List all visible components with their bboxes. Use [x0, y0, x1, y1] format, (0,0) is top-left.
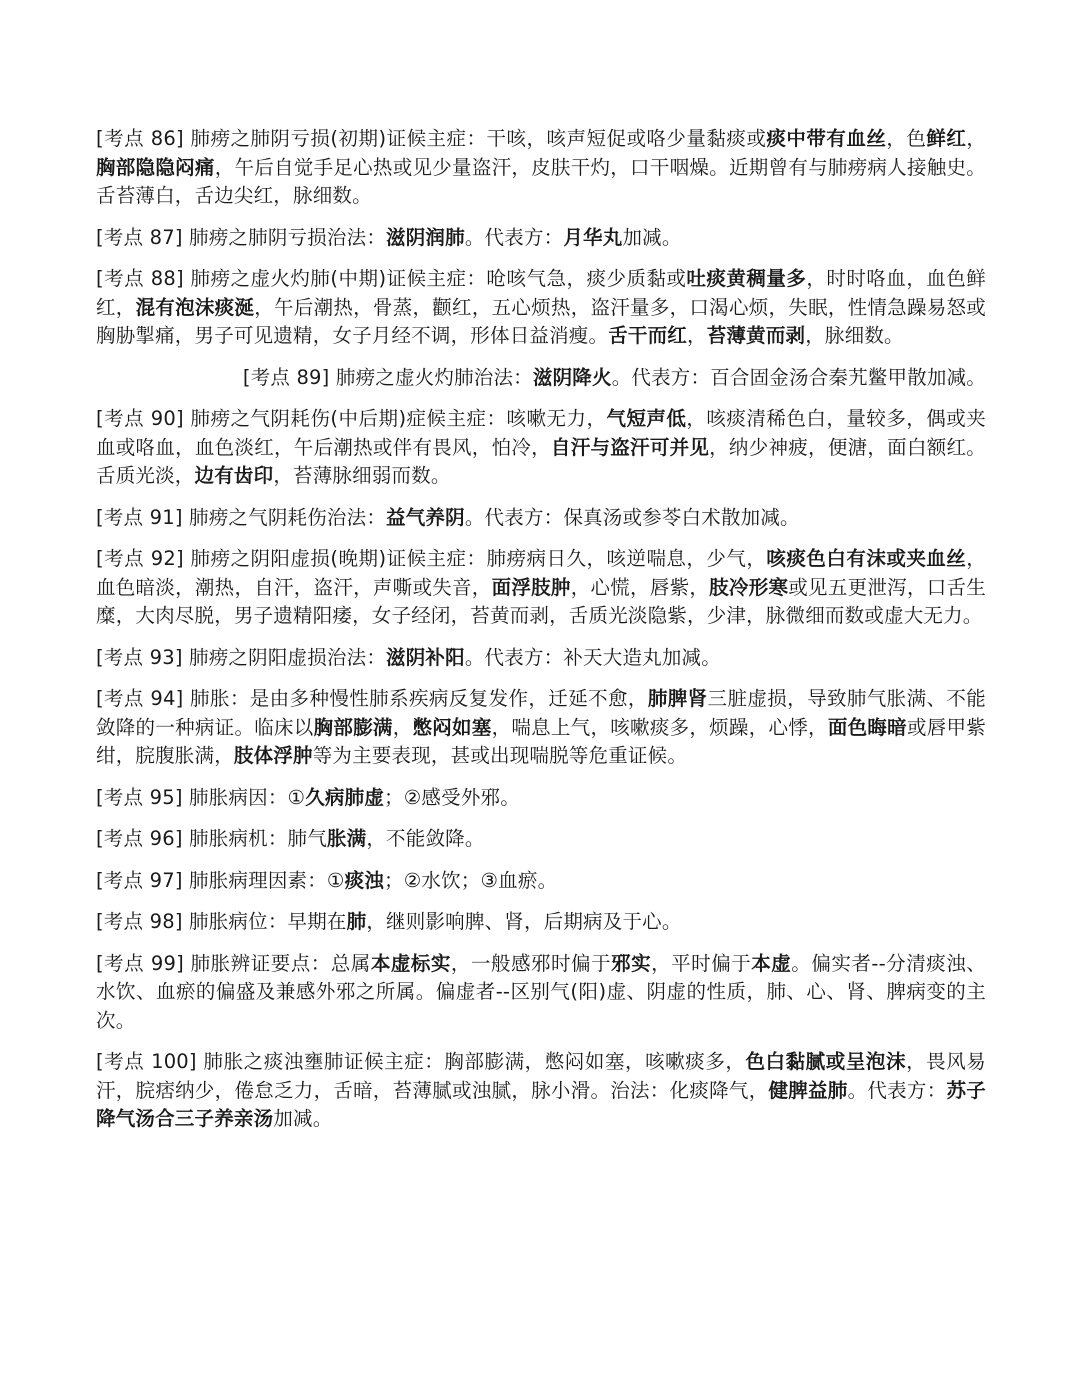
text-run: [考点 90] 肺痨之气阴耗伤(中后期)症候主症：咳嗽无力，	[96, 407, 607, 430]
bold-key-term: 边有齿印	[194, 464, 274, 487]
bold-key-term: 邪实	[611, 951, 652, 975]
exam-point-paragraph-kd93	[96, 644, 986, 673]
text-run: ，	[687, 324, 707, 347]
exam-point-paragraph-kd96	[96, 825, 986, 854]
bold-key-term: 健脾益肺	[768, 1078, 848, 1102]
text-run: [考点 88] 肺痨之虚火灼肺(中期)证候主症：呛咳气急，痰少质黏或	[96, 267, 687, 290]
text-run: ，一般感邪时偏于	[450, 951, 612, 975]
bold-key-term: 肺	[346, 910, 367, 933]
bold-key-term: 胸部隐隐闷痛	[96, 155, 215, 179]
text-run: [考点 86] 肺痨之肺阴亏损(初期)证候主症：干咳，咳声短促或咯少量黏痰或	[96, 127, 767, 150]
exam-point-paragraph-kd99	[96, 950, 986, 1036]
bold-key-term: 益气养阴	[386, 505, 465, 529]
text-run: ，纳少神疲，便溏，面白额红。舌质光淡，	[96, 435, 986, 487]
text-run: ，时时咯血，血色鲜红，	[96, 267, 986, 319]
text-run: ，色	[886, 127, 927, 150]
exam-point-paragraph-kd86	[96, 125, 986, 211]
text-run: 。偏实者--分清痰浊、水饮、血瘀的偏盛及兼感外邪之所属。偏虚者--区别气(阳)虚、阴虚的性质，肺、心、肾、脾病变的主次。	[96, 951, 986, 1032]
text-run: ，咳痰清稀色白，量较多，偶或夹血或咯血，血色淡红，午后潮热或伴有畏风，怕冷，	[96, 407, 986, 459]
bold-key-term: 气短声低	[606, 407, 687, 430]
bold-key-term: 色白黏腻或呈泡沫	[745, 1050, 907, 1073]
bold-key-term: 吐痰黄稠量多	[686, 267, 807, 290]
exam-point-paragraph-kd87	[96, 224, 986, 253]
text-run: [考点 93] 肺痨之阴阳虚损治法：	[96, 645, 387, 669]
bold-key-term: 滋阴补阳	[386, 645, 465, 669]
exam-point-paragraph-kd97	[96, 867, 986, 896]
exam-point-paragraph-kd95	[96, 784, 986, 813]
exam-point-paragraph-kd94	[96, 685, 986, 771]
exam-point-paragraph-kd89	[96, 364, 986, 393]
text-run: [考点 87] 肺痨之肺阴亏损治法：	[96, 225, 387, 249]
bold-key-term: 鲜红	[926, 127, 967, 150]
text-run: ，心慌，唇紫，	[570, 575, 710, 599]
text-run: ；②水饮；③血瘀。	[384, 868, 558, 892]
bold-key-term: 自汗与盗汗可并见	[550, 435, 710, 459]
bold-key-term: 憋闷如塞	[412, 715, 492, 739]
text-run: ，平时偏于	[651, 951, 752, 975]
exam-point-paragraph-kd92	[96, 545, 986, 631]
bold-key-term: 面浮肢肿	[491, 575, 571, 599]
bold-key-term: 胀满	[326, 827, 367, 850]
text-run: [考点 94] 肺胀：是由多种慢性肺系疾病反复发作，迁延不愈，	[96, 687, 648, 710]
document-page	[96, 125, 986, 1147]
bold-key-term: 肢冷形寒	[709, 575, 789, 599]
text-run: ，	[392, 715, 413, 739]
exam-point-paragraph-kd100	[96, 1048, 986, 1134]
text-run: 等为主要表现，甚或出现喘脱等危重证候。	[312, 744, 688, 767]
text-run: [考点 100] 肺胀之痰浊壅肺证候主症：胸部膨满，憋闷如塞，咳嗽痰多，	[96, 1050, 746, 1073]
bold-key-term: 本虚标实	[370, 951, 451, 975]
text-run: 。代表方：百合固金汤合秦艽鳖甲散加减。	[611, 365, 986, 389]
text-run: [考点 99] 肺胀辨证要点：总属	[96, 951, 371, 975]
bold-key-term: 苔薄黄而剥	[706, 324, 806, 347]
text-run: 。代表方：保真汤或参苓白术散加减。	[464, 505, 800, 529]
exam-point-paragraph-kd88	[96, 265, 986, 351]
text-run: ，苔薄脉细弱而数。	[273, 464, 451, 487]
bold-key-term: 舌干而红	[608, 324, 688, 347]
text-run: ，午后潮热，骨蒸，颧红，五心烦热，盗汗量多，口渴心烦，失眠，性情急躁易怒或胸胁掣痛，男子可见遗精，女子月经不调，形体日益消瘦。	[96, 295, 987, 347]
text-run: 。代表方：	[464, 225, 564, 249]
text-run: ，	[966, 127, 987, 150]
text-run: 加减。	[273, 1107, 333, 1130]
bold-key-term: 滋阴润肺	[386, 225, 465, 249]
bold-key-term: 肺脾肾	[647, 687, 708, 710]
text-run: ，午后自觉手足心热或见少量盗汗，皮肤干灼，口干咽燥。近期曾有与肺痨病人接触史。舌苔薄白，舌边尖红，脉细数。	[96, 155, 986, 207]
bold-key-term: 苏子降气汤合三子养亲汤	[96, 1078, 986, 1130]
bold-key-term: 胸部膨满	[313, 715, 393, 739]
text-run: 。代表方：补天大造丸加减。	[464, 645, 721, 669]
text-run: [考点 91] 肺痨之气阴耗伤治法：	[96, 505, 387, 529]
exam-point-paragraph-kd91	[96, 504, 986, 533]
exam-point-paragraph-kd90	[96, 405, 986, 491]
bold-key-term: 痰浊	[344, 868, 385, 892]
text-run: ，喘息上气，咳嗽痰多，烦躁，心悸，	[491, 715, 828, 739]
bold-key-term: 面色晦暗	[827, 715, 907, 739]
text-run: [考点 96] 肺胀病机：肺气	[96, 827, 327, 850]
text-run: 加减。	[622, 225, 682, 249]
bold-key-term: 月华丸	[563, 225, 623, 249]
text-run: 或见五更泄泻，口舌生糜，大肉尽脱，男子遗精阳痿，女子经闭，苔黄而剥，舌质光淡隐紫，少津，脉微细而数或虚大无力。	[96, 575, 986, 627]
text-run: [考点 92] 肺痨之阴阳虚损(晚期)证候主症：肺痨病日久，咳逆喘息，少气，	[96, 547, 767, 570]
bold-key-term: 久病肺虚	[305, 785, 385, 809]
bold-key-term: 咳痰色白有沫或夹血丝	[766, 547, 967, 570]
bold-key-term: 痰中带有血丝	[766, 127, 887, 150]
text-run: 。代表方：	[847, 1078, 947, 1102]
bold-key-term: 滋阴降火	[532, 365, 612, 389]
text-run: ，血色暗淡，潮热，自汗，盗汗，声嘶或失音，	[96, 547, 986, 599]
text-run: [考点 98] 肺胀病位：早期在	[96, 910, 347, 933]
text-run: [考点 89] 肺痨之虚火灼肺治法：	[242, 365, 533, 389]
exam-point-paragraph-kd98	[96, 908, 986, 937]
text-run: [考点 97] 肺胀病理因素：①	[96, 868, 345, 892]
text-run: [考点 95] 肺胀病因：①	[96, 785, 306, 809]
text-run: 或唇甲紫绀，脘腹胀满，	[96, 715, 986, 767]
bold-key-term: 肢体浮肿	[233, 744, 313, 767]
text-run: ，畏风易汗，脘痞纳少，倦怠乏力，舌暗，苔薄腻或浊腻，脉小滑。治法：化痰降气，	[96, 1050, 986, 1102]
text-run: ；②感受外邪。	[384, 785, 520, 809]
text-run: ，不能敛降。	[366, 827, 485, 850]
bold-key-term: 混有泡沫痰涎	[135, 295, 255, 319]
text-run: ，脉细数。	[805, 324, 904, 347]
bold-key-term: 本虚	[751, 951, 792, 975]
text-run: 三脏虚损，导致肺气胀满、不能敛降的一种病证。临床以	[96, 687, 986, 739]
text-run: ，继则影响脾、肾，后期病及于心。	[366, 910, 682, 933]
